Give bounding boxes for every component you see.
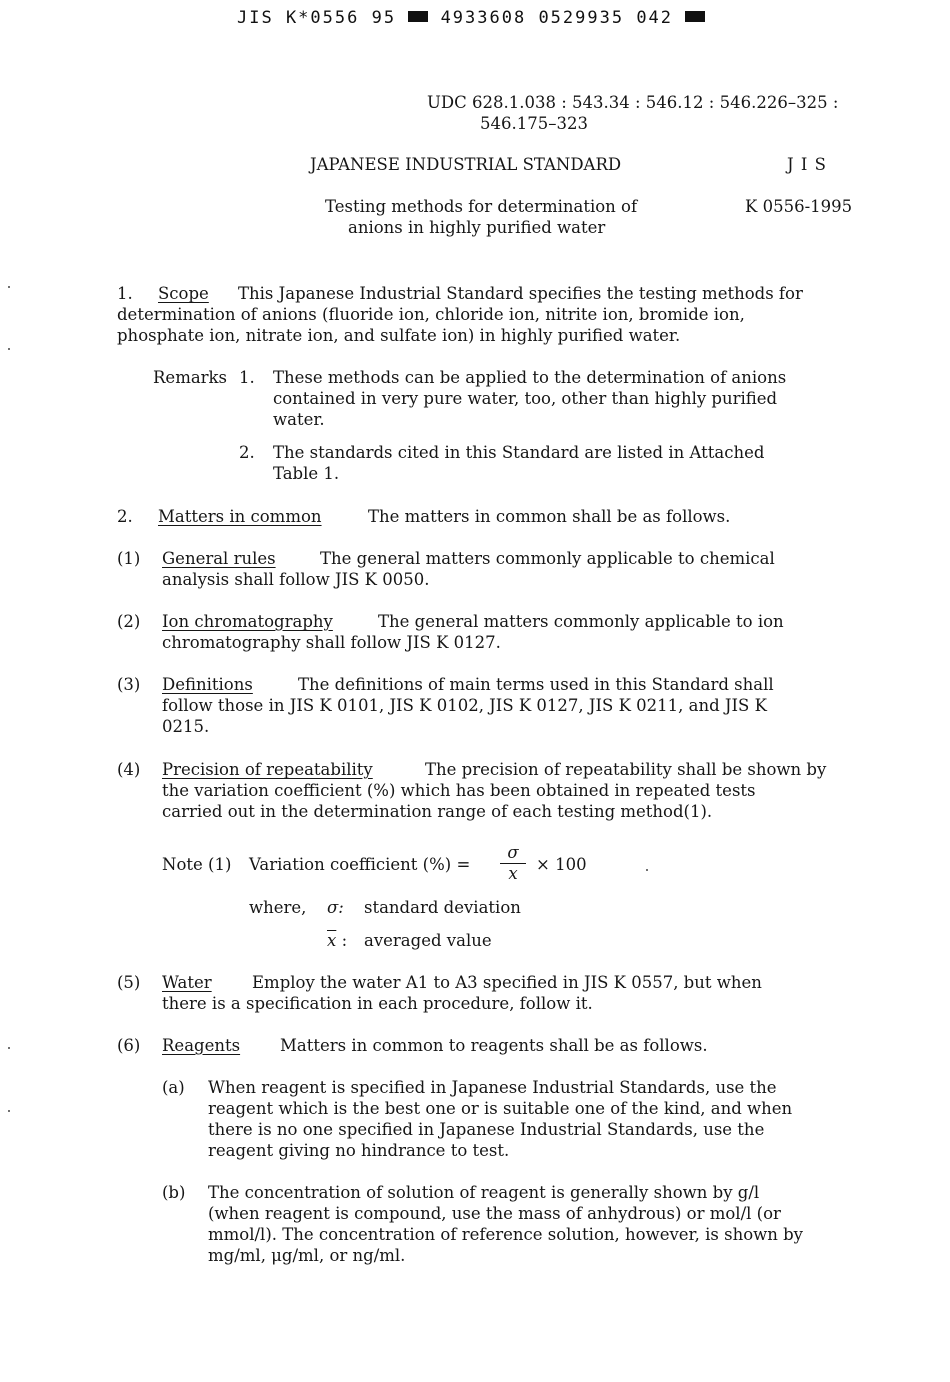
scan-speck xyxy=(8,348,10,350)
item-3-line-3: 0215. xyxy=(162,717,210,736)
where-sigma: σ: xyxy=(327,898,344,917)
black-mark-1 xyxy=(408,11,428,22)
sub-a-line-4: reagent giving no hindrance to test. xyxy=(208,1141,510,1160)
item-5-line-2: there is a specification in each procedure, follow it. xyxy=(162,994,593,1013)
item-1-line-1: The general matters commonly applicable to chemical xyxy=(320,549,775,568)
scope-line-2: determination of anions (fluoride ion, chloride ion, nitrite ion, bromide ion, xyxy=(117,305,745,324)
header-code-part2: 4933608 0529935 042 xyxy=(440,8,674,28)
header-code-part1: JIS K*0556 95 xyxy=(237,8,397,28)
scan-header-code xyxy=(237,8,705,28)
where-xbar-desc: averaged value xyxy=(364,931,492,950)
sub-b-line-3: mmol/l). The concentration of reference solution, however, is shown by xyxy=(208,1225,804,1244)
item-3-num: (3) xyxy=(117,675,141,694)
item-2-heading: Ion chromatography xyxy=(162,612,333,631)
remark-2-line-2: Table 1. xyxy=(273,464,340,483)
scan-speck xyxy=(8,286,10,288)
remark-1-line-3: water. xyxy=(273,410,325,429)
sub-a-line-2: reagent which is the best one or is suitable one of the kind, and when xyxy=(208,1099,793,1118)
where-sigma-desc: standard deviation xyxy=(364,898,521,917)
scan-speck xyxy=(8,1110,10,1112)
where-label: where, xyxy=(249,898,307,917)
scope-num: 1. xyxy=(117,284,133,303)
fraction-denominator-xbar: x xyxy=(508,864,518,883)
scope-line-3: phosphate ion, nitrate ion, and sulfate ion) in highly purified water. xyxy=(117,326,681,345)
item-4-heading: Precision of repeatability xyxy=(162,760,373,779)
item-6-num: (6) xyxy=(117,1036,141,1055)
scope-heading: Scope xyxy=(158,284,209,303)
jis-mark: J I S xyxy=(787,155,827,174)
scan-speck xyxy=(8,1047,10,1049)
sub-b-line-2: (when reagent is compound, use the mass of anhydrous) or mol/l (or xyxy=(208,1204,781,1223)
sub-a-num: (a) xyxy=(162,1078,185,1097)
scope-line-1: This Japanese Industrial Standard specifies the testing methods for xyxy=(238,284,803,303)
note-label: Note (1) xyxy=(162,855,232,874)
sub-a-line-1: When reagent is specified in Japanese Industrial Standards, use the xyxy=(208,1078,777,1097)
remarks-label: Remarks xyxy=(153,368,228,387)
variation-fraction xyxy=(500,844,526,883)
doc-title-line-1: Testing methods for determination of xyxy=(325,197,638,216)
common-heading: Matters in common xyxy=(158,507,322,526)
remark-1-line-2: contained in very pure water, too, other than highly purified xyxy=(273,389,778,408)
item-2-line-1: The general matters commonly applicable to ion xyxy=(378,612,784,631)
item-4-line-1: The precision of repeatability shall be shown by xyxy=(425,760,827,779)
item-3-line-1: The definitions of main terms used in this Standard shall xyxy=(298,675,774,694)
item-1-heading: General rules xyxy=(162,549,276,568)
where-colon: : xyxy=(341,931,348,950)
org-title: JAPANESE INDUSTRIAL STANDARD xyxy=(310,155,622,174)
note-times-100: × 100 xyxy=(536,855,587,874)
common-num: 2. xyxy=(117,507,133,526)
sub-a-line-3: there is no one specified in Japanese Industrial Standards, use the xyxy=(208,1120,765,1139)
where-xbar-term xyxy=(327,930,347,951)
item-1-num: (1) xyxy=(117,549,141,568)
common-intro: The matters in common shall be as follows. xyxy=(368,507,731,526)
remark-1-line-1: These methods can be applied to the determination of anions xyxy=(273,368,787,387)
item-2-line-2: chromatography shall follow JIS K 0127. xyxy=(162,633,501,652)
item-3-heading: Definitions xyxy=(162,675,253,694)
black-mark-2 xyxy=(685,11,705,22)
fraction-numerator-sigma: σ xyxy=(507,843,519,862)
note-formula-text: Variation coefficient (%) = xyxy=(249,855,471,874)
item-5-num: (5) xyxy=(117,973,141,992)
udc-line-2: 546.175–323 xyxy=(480,114,588,133)
item-6-intro: Matters in common to reagents shall be as follows. xyxy=(280,1036,708,1055)
item-1-line-2: analysis shall follow JIS K 0050. xyxy=(162,570,430,589)
item-4-line-2: the variation coefficient (%) which has been obtained in repeated tests xyxy=(162,781,756,800)
item-5-heading: Water xyxy=(162,973,212,992)
where-xbar: $\overline{x}$ xyxy=(327,931,337,950)
item-6-heading: Reagents xyxy=(162,1036,241,1055)
item-2-num: (2) xyxy=(117,612,141,631)
item-5-line-1: Employ the water A1 to A3 specified in JIS K 0557, but when xyxy=(252,973,762,992)
remark-1-num: 1. xyxy=(239,368,255,387)
sub-b-num: (b) xyxy=(162,1183,186,1202)
item-3-line-2: follow those in JIS K 0101, JIS K 0102, JIS K 0127, JIS K 0211, and JIS K xyxy=(162,696,767,715)
scan-speck xyxy=(646,869,648,871)
item-4-line-3: carried out in the determination range of each testing method(1). xyxy=(162,802,713,821)
remark-2-line-1: The standards cited in this Standard are listed in Attached xyxy=(273,443,765,462)
sub-b-line-4: mg/ml, μg/ml, or ng/ml. xyxy=(208,1246,406,1265)
sub-b-line-1: The concentration of solution of reagent is generally shown by g/l xyxy=(208,1183,760,1202)
remark-2-num: 2. xyxy=(239,443,255,462)
standard-number: K 0556-1995 xyxy=(745,197,853,216)
udc-line-1: UDC 628.1.038 : 543.34 : 546.12 : 546.226–325 : xyxy=(427,93,839,112)
doc-title-line-2: anions in highly purified water xyxy=(348,218,606,237)
item-4-num: (4) xyxy=(117,760,141,779)
